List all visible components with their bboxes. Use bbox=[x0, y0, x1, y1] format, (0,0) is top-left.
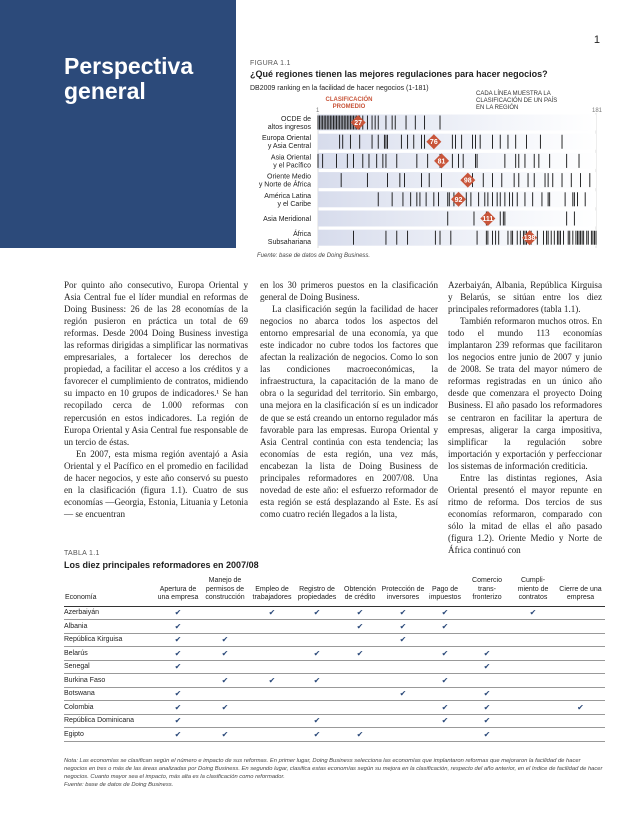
body-column-1 bbox=[64, 279, 248, 520]
average-value-label: 81 bbox=[437, 158, 446, 166]
check-icon: ✔ bbox=[340, 728, 380, 742]
column-header: Apertura de una empresa bbox=[156, 574, 200, 606]
column-header: Registro de propiedades bbox=[294, 574, 340, 606]
region-row bbox=[263, 211, 596, 227]
table-cell bbox=[556, 660, 605, 674]
table-cell bbox=[294, 660, 340, 674]
check-icon: ✔ bbox=[156, 633, 200, 647]
regions-strip-chart bbox=[0, 0, 638, 260]
figure-title: ¿Qué regiones tienen las mejores regulaciones para hacer negocios? bbox=[250, 69, 548, 79]
region-bar bbox=[318, 153, 596, 169]
column-header: Manejo de permisos de construcción bbox=[200, 574, 250, 606]
table-cell bbox=[556, 620, 605, 634]
check-icon: ✔ bbox=[380, 633, 426, 647]
column-header: Economía bbox=[64, 574, 156, 606]
average-value-label: 111 bbox=[482, 216, 494, 223]
region-row bbox=[259, 172, 596, 189]
table-cell bbox=[464, 620, 510, 634]
table-row bbox=[64, 606, 605, 620]
check-icon: ✔ bbox=[556, 701, 605, 715]
table-cell bbox=[340, 660, 380, 674]
check-icon: ✔ bbox=[156, 714, 200, 728]
average-value-label: 92 bbox=[454, 196, 463, 204]
table-cell bbox=[200, 687, 250, 701]
table-cell bbox=[200, 620, 250, 634]
region-bar bbox=[318, 211, 596, 227]
table-cell bbox=[464, 606, 510, 620]
table-row bbox=[64, 674, 605, 688]
check-icon: ✔ bbox=[340, 647, 380, 661]
legend-average-label: CLASIFICACIÓN PROMEDIO bbox=[325, 97, 373, 110]
column-header: Obtención de crédito bbox=[340, 574, 380, 606]
table-cell bbox=[250, 620, 294, 634]
region-bar bbox=[318, 172, 596, 188]
region-label: Asia Meridional bbox=[263, 216, 311, 223]
average-value-label: 76 bbox=[429, 139, 438, 147]
check-icon: ✔ bbox=[464, 728, 510, 742]
check-icon: ✔ bbox=[380, 687, 426, 701]
table-cell bbox=[426, 728, 464, 742]
region-row bbox=[268, 229, 596, 246]
check-icon: ✔ bbox=[156, 620, 200, 634]
table-label: TABLA 1.1 bbox=[64, 550, 100, 557]
table-cell bbox=[340, 687, 380, 701]
table-row bbox=[64, 728, 605, 742]
table-cell bbox=[556, 728, 605, 742]
table-cell bbox=[464, 633, 510, 647]
paragraph: Azerbaiyán, Albania, República Kirguisa y Belarús, se sitúan entre los diez principales reformadores (tabla 1.1). bbox=[448, 280, 602, 315]
check-icon: ✔ bbox=[426, 647, 464, 661]
table-row bbox=[64, 647, 605, 661]
table-cell bbox=[510, 701, 556, 715]
region-row bbox=[262, 134, 596, 151]
table-cell bbox=[510, 674, 556, 688]
region-label: África bbox=[293, 231, 311, 239]
paragraph: La clasificación según la facilidad de hacer negocios no abarca todos los aspectos del entorno empresarial de una economía, ya que este indicador no cubre todos los factores que afectan la realización de negocios. Como lo son las condiciones macroeconómicas, la infraestructura, la capacitación de la mano de obra o la seguridad del territorio. Sin embargo, una mejora en la clasificación sí es un indicador de que se está creando un entorno regulador más favorable para las empresas. Europa Oriental y Asia Central continúa con esta tendencia; las economías de esta región, una vez más, encabezan la lista de Doing Business de principales reformadores en 2007/08. Una novedad de este año: el esfuerzo reformador de esta región se está desplazando al Este. Es así como cuatro recién llegados a la lista, bbox=[260, 304, 438, 519]
table-cell bbox=[556, 633, 605, 647]
table-cell bbox=[250, 633, 294, 647]
check-icon: ✔ bbox=[380, 606, 426, 620]
check-icon: ✔ bbox=[156, 728, 200, 742]
section-title-line1: Perspectiva bbox=[64, 53, 194, 79]
economy-name: Egipto bbox=[64, 728, 156, 742]
section-title-line2: general bbox=[64, 78, 146, 104]
region-label: y el Caribe bbox=[277, 200, 311, 208]
table-note bbox=[64, 757, 605, 789]
table-row bbox=[64, 660, 605, 674]
region-label: América Latina bbox=[264, 192, 311, 200]
table-cell bbox=[380, 714, 426, 728]
average-value-label: 138 bbox=[523, 235, 536, 243]
table-cell bbox=[556, 674, 605, 688]
check-icon: ✔ bbox=[156, 687, 200, 701]
economy-name: Botswana bbox=[64, 687, 156, 701]
table-row bbox=[64, 620, 605, 634]
paragraph: Entre las distintas regiones, Asia Oriental presentó el mayor repunte en ritmo de reforma. Dos tercios de sus economías reformaron, comparado con sólo la mitad de ellas el año pasado (figura 1.2). Oriente Medio y Norte de África continuó con bbox=[448, 472, 602, 556]
region-label: Asia Oriental bbox=[270, 154, 311, 162]
table-cell bbox=[294, 620, 340, 634]
table-cell bbox=[426, 633, 464, 647]
table-cell bbox=[294, 687, 340, 701]
economy-name: Senegal bbox=[64, 660, 156, 674]
figure-label: FIGURA 1.1 bbox=[250, 60, 291, 67]
check-icon: ✔ bbox=[426, 701, 464, 715]
table-cell bbox=[200, 714, 250, 728]
body-column-2 bbox=[260, 279, 438, 520]
table-cell bbox=[556, 714, 605, 728]
table-cell bbox=[250, 687, 294, 701]
economy-name: República Dominicana bbox=[64, 714, 156, 728]
table-row bbox=[64, 714, 605, 728]
axis-max-label: 181 bbox=[592, 108, 603, 114]
column-header: Cierre de una empresa bbox=[556, 574, 605, 606]
column-header: Cumpli-miento de contratos bbox=[510, 574, 556, 606]
table-header-row bbox=[64, 574, 605, 606]
check-icon: ✔ bbox=[464, 687, 510, 701]
region-row bbox=[268, 115, 596, 132]
table-cell bbox=[510, 647, 556, 661]
table-cell bbox=[340, 674, 380, 688]
check-icon: ✔ bbox=[340, 620, 380, 634]
check-icon: ✔ bbox=[294, 647, 340, 661]
region-label: altos ingresos bbox=[267, 124, 311, 131]
economy-name: Albania bbox=[64, 620, 156, 634]
legend-line-label: CADA LÍNEA MUESTRA LA CLASIFICACIÓN DE UN PAÍS EN LA REGIÓN bbox=[476, 91, 558, 111]
check-icon: ✔ bbox=[464, 647, 510, 661]
table-row bbox=[64, 701, 605, 715]
table-cell bbox=[380, 647, 426, 661]
average-value-label: 98 bbox=[463, 177, 472, 185]
table-cell bbox=[200, 606, 250, 620]
paragraph: en los 30 primeros puestos en la clasificación general de Doing Business. bbox=[260, 280, 438, 303]
table-cell bbox=[380, 674, 426, 688]
column-header: Pago de impuestos bbox=[426, 574, 464, 606]
table-cell bbox=[510, 728, 556, 742]
table-source: Fuente: base de datos de Doing Business. bbox=[64, 782, 174, 788]
table-note-text: Nota: Las economías se clasifican según el número e impacto de sus reformas. En primer lugar, Doing Business selecciona las economías que implantaron reformas que mejoraron la facilidad de hacer negocios en tres o más de las áreas analizadas por Doing Business. En segundo lugar, clasifica estas economías según su mejora en la clasificación, respecto del año anterior, en el índice de facilidad de hacer negocios. Cuanto mayor sea el impacto, más alta es la clasificación como reformador. bbox=[64, 758, 603, 780]
check-icon: ✔ bbox=[294, 606, 340, 620]
region-row bbox=[264, 191, 596, 208]
table-cell bbox=[294, 633, 340, 647]
table-cell bbox=[380, 701, 426, 715]
check-icon: ✔ bbox=[426, 606, 464, 620]
table-cell bbox=[294, 701, 340, 715]
check-icon: ✔ bbox=[294, 714, 340, 728]
check-icon: ✔ bbox=[156, 647, 200, 661]
paragraph: Por quinto año consecutivo, Europa Oriental y Asia Central fue el líder mundial en reformas de Doing Business: 26 de las 28 economías de la región pusieron en práctica un total de 69 reformas. Desde 2004 Doing Business investiga las reformas dirigidas a simplificar las normativas empresariales, a fortalecer los derechos de propiedad, a facilitar el acceso a los créditos y a favorecer el cumplimiento de contratos, midiendo su impacto en 10 grupos de indicadores.¹ Se han recopilado cerca de 1.000 reformas con repercusión en estos indicadores. La región de Europa Oriental y Asia Central fue responsable de un tercio de éstas. bbox=[64, 280, 248, 447]
body-column-3 bbox=[448, 279, 602, 556]
table-cell bbox=[340, 633, 380, 647]
economy-name: Burkina Faso bbox=[64, 674, 156, 688]
region-label: Oriente Medio bbox=[267, 173, 311, 181]
table-cell bbox=[340, 701, 380, 715]
check-icon: ✔ bbox=[200, 633, 250, 647]
table-cell bbox=[556, 606, 605, 620]
column-header: Comercio trans-fronterizo bbox=[464, 574, 510, 606]
check-icon: ✔ bbox=[464, 701, 510, 715]
table-cell bbox=[556, 687, 605, 701]
figure-source: Fuente: base de datos de Doing Business. bbox=[257, 253, 371, 259]
table-cell bbox=[380, 660, 426, 674]
table-cell bbox=[200, 660, 250, 674]
paragraph: En 2007, esta misma región aventajó a Asia Oriental y el Pacífico en el promedio en facilidad de hacer negocios, y este año conservó su puesto en la clasificación (figura 1.1). Cuatro de sus economías —Georgia, Estonia, Lituania y Letonia— se encuentran bbox=[64, 448, 248, 519]
region-label: y Norte de África bbox=[258, 181, 311, 189]
check-icon: ✔ bbox=[340, 606, 380, 620]
table-cell bbox=[380, 728, 426, 742]
check-icon: ✔ bbox=[464, 660, 510, 674]
table-cell bbox=[426, 660, 464, 674]
table-cell bbox=[510, 620, 556, 634]
table-row bbox=[64, 633, 605, 647]
check-icon: ✔ bbox=[250, 606, 294, 620]
check-icon: ✔ bbox=[426, 620, 464, 634]
check-icon: ✔ bbox=[156, 660, 200, 674]
economy-name: Colombia bbox=[64, 701, 156, 715]
table-cell bbox=[250, 660, 294, 674]
check-icon: ✔ bbox=[200, 674, 250, 688]
check-icon: ✔ bbox=[464, 714, 510, 728]
column-header: Empleo de trabajadores bbox=[250, 574, 294, 606]
table-title: Los diez principales reformadores en 2007/08 bbox=[64, 560, 259, 570]
table-cell bbox=[250, 701, 294, 715]
region-label: y Asia Central bbox=[267, 143, 311, 151]
economy-name: Belarús bbox=[64, 647, 156, 661]
check-icon: ✔ bbox=[200, 701, 250, 715]
table-cell bbox=[510, 660, 556, 674]
region-label: Europa Oriental bbox=[261, 135, 311, 143]
check-icon: ✔ bbox=[200, 728, 250, 742]
page-number: 1 bbox=[593, 34, 600, 46]
table-cell bbox=[340, 714, 380, 728]
check-icon: ✔ bbox=[294, 728, 340, 742]
table-cell bbox=[426, 687, 464, 701]
check-icon: ✔ bbox=[294, 674, 340, 688]
check-icon: ✔ bbox=[250, 674, 294, 688]
check-icon: ✔ bbox=[380, 620, 426, 634]
table-cell bbox=[556, 647, 605, 661]
region-row bbox=[271, 153, 596, 170]
figure-subtitle: DB2009 ranking en la facilidad de hacer negocios (1-181) bbox=[250, 85, 429, 92]
table-cell bbox=[156, 674, 200, 688]
axis-min-label: 1 bbox=[316, 108, 320, 114]
table-cell bbox=[250, 714, 294, 728]
economy-name: República Kirguisa bbox=[64, 633, 156, 647]
table-cell bbox=[510, 687, 556, 701]
economy-name: Azerbaiyán bbox=[64, 606, 156, 620]
check-icon: ✔ bbox=[426, 674, 464, 688]
column-header: Protección de inversores bbox=[380, 574, 426, 606]
paragraph: También reformaron muchos otros. En todo el mundo 113 economías implantaron 239 reformas que facilitaron los negocios entre junio de 2007 y junio de 2008. Se trata del mayor número de reformas registradas en un único año desde que comenzara el proyecto Doing Business. El año pasado los reformadores se centraron en facilitar la apertura de empresas, aligerar la carga impositiva, simplificar la regulación sobre importación y exportación y perfeccionar los sistemas de información crediticia. bbox=[448, 316, 602, 471]
table-row bbox=[64, 687, 605, 701]
average-value-label: 27 bbox=[354, 120, 363, 127]
top-reformers-table bbox=[64, 574, 605, 742]
check-icon: ✔ bbox=[200, 647, 250, 661]
check-icon: ✔ bbox=[426, 714, 464, 728]
region-label: Subsahariana bbox=[267, 239, 311, 247]
table-cell bbox=[510, 633, 556, 647]
check-icon: ✔ bbox=[156, 701, 200, 715]
table-cell bbox=[510, 714, 556, 728]
region-label: OCDE de bbox=[281, 116, 311, 123]
region-label: y el Pacífico bbox=[273, 162, 311, 170]
table-cell bbox=[464, 674, 510, 688]
table-cell bbox=[250, 728, 294, 742]
check-icon: ✔ bbox=[510, 606, 556, 620]
check-icon: ✔ bbox=[156, 606, 200, 620]
table-cell bbox=[250, 647, 294, 661]
